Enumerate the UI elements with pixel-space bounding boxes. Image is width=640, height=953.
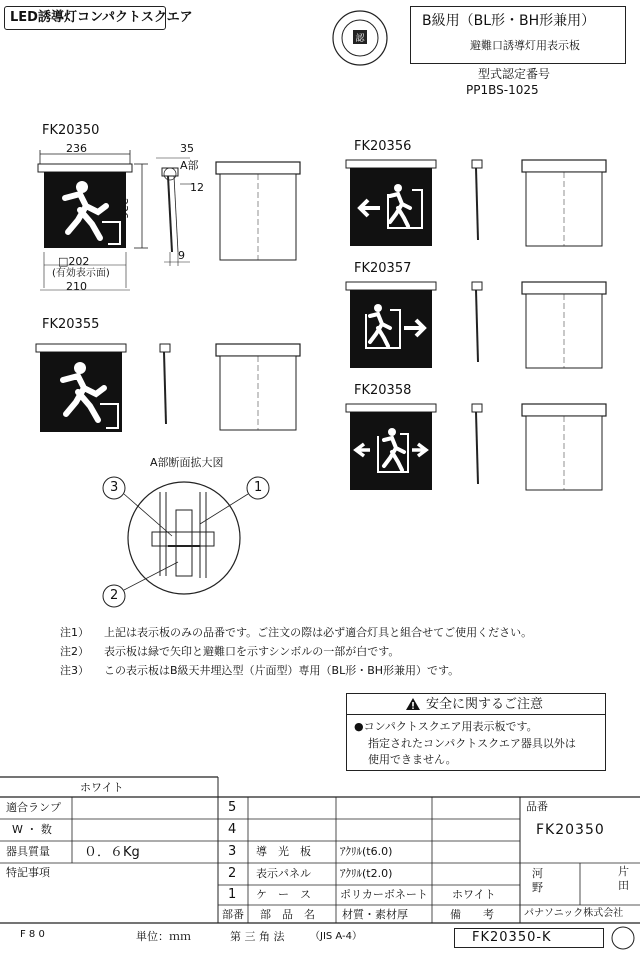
row-num-3: 3 xyxy=(228,844,237,859)
safety-line-2: 指定されたコンパクトスクエア器具以外は xyxy=(368,737,576,750)
model-label: FK20350 xyxy=(42,123,100,138)
footer-code: F 8 0 xyxy=(20,929,45,940)
warning-icon xyxy=(405,697,421,711)
side-view-fk20358 xyxy=(470,404,490,494)
note-text-3: この表示板はB級天井埋込型（片面型）専用（BL形・BH形兼用）です。 xyxy=(104,664,460,677)
row-name-3: 導 光 板 xyxy=(256,845,311,858)
note-label-1: 注1） xyxy=(60,626,89,639)
dim-9: 9 xyxy=(178,249,185,262)
badge-line2: 避難口誘導灯用表示板 xyxy=(470,39,580,52)
back-view-fk20356 xyxy=(520,160,610,250)
model-label: FK20358 xyxy=(354,383,412,398)
col-remark-header: 備 考 xyxy=(450,908,494,921)
safety-line-1: ●コンパクトスクエア用表示板です。 xyxy=(354,720,538,733)
back-view-fk20350 xyxy=(214,158,304,268)
sign-2: 野 xyxy=(532,881,543,894)
lamp-label: 適合ランプ xyxy=(6,801,61,814)
badge-line1: B級用（BL形・BH形兼用） xyxy=(422,13,596,29)
watt-label: W ・ 数 xyxy=(12,823,52,836)
safety-title: 安全に関するご注意 xyxy=(426,697,544,712)
model-label: FK20355 xyxy=(42,317,100,332)
front-view-fk20356 xyxy=(346,160,446,260)
detail-title: A部断面拡大図 xyxy=(150,456,224,469)
row-remark-1: ホワイト xyxy=(452,888,496,901)
callout-3: 3 xyxy=(110,480,119,495)
front-view-fk20358 xyxy=(346,404,446,504)
footer-unit: 単位：ｍｍ xyxy=(136,930,191,943)
row-num-5: 5 xyxy=(228,800,237,815)
special-label: 特記事項 xyxy=(6,866,50,879)
weight-label: 器具質量 xyxy=(6,845,50,858)
part-no-value: FK20350 xyxy=(536,822,605,838)
side-view-fk20357 xyxy=(470,282,490,372)
back-view-fk20358 xyxy=(520,404,610,494)
row-material-2: ｱｸﾘﾙ(t2.0) xyxy=(340,867,393,880)
cert-number: PP1BS-1025 xyxy=(466,83,539,97)
note-label-2: 注2） xyxy=(60,645,89,658)
note-label-3: 注3） xyxy=(60,664,89,677)
part-a-label: A部 xyxy=(180,159,199,172)
callout-1: 1 xyxy=(254,480,263,495)
side-view-fk20356 xyxy=(470,160,490,250)
row-num-2: 2 xyxy=(228,866,237,881)
revision-circle-icon xyxy=(611,926,635,950)
detail-a-section xyxy=(96,466,296,616)
back-view-fk20355 xyxy=(214,344,304,434)
col-num-header: 部番 xyxy=(222,908,244,921)
col-name-header: 部 品 名 xyxy=(260,908,315,921)
company-name: パナソニック株式会社 xyxy=(524,908,624,919)
sign-1: 河 xyxy=(532,867,543,880)
row-num-4: 4 xyxy=(228,822,237,837)
front-view-fk20357 xyxy=(346,282,446,382)
col-material-header: 材質・素材厚 xyxy=(342,908,408,921)
svg-text:認: 認 xyxy=(355,34,365,44)
row-num-1: 1 xyxy=(228,887,237,902)
color-label: ホワイト xyxy=(80,781,124,794)
dim-width: 236 xyxy=(66,142,87,155)
front-view-fk20350 xyxy=(30,140,160,300)
row-name-2: 表示パネル xyxy=(256,867,311,880)
row-material-3: ｱｸﾘﾙ(t6.0) xyxy=(340,845,393,858)
page-title: LED誘導灯コンパクトスクエア xyxy=(10,10,193,25)
dim-inner-note: (有効表示面) xyxy=(52,268,110,279)
footer-paper: （JIS A-4） xyxy=(310,931,363,942)
footer-projection: 第 三 角 法 xyxy=(230,930,285,943)
safety-line-3: 使用できません。 xyxy=(368,753,457,766)
side-view-fk20350 xyxy=(150,148,210,278)
row-material-1: ポリカーボネート xyxy=(340,888,428,901)
doc-number: FK20350-K xyxy=(472,930,552,945)
model-label: FK20357 xyxy=(354,261,412,276)
row-name-1: ケ ー ス xyxy=(256,888,311,901)
side-view-fk20355 xyxy=(158,344,178,434)
note-text-1: 上記は表示板のみの品番です。ご注文の際は必ず適合灯具と組合せてご使用ください。 xyxy=(104,626,533,639)
model-label: FK20356 xyxy=(354,139,412,154)
note-text-2: 表示板は緑で矢印と避難口を示すシンボルの一部が白です。 xyxy=(104,645,400,658)
certification-seal-icon xyxy=(330,8,390,68)
cert-label: 型式認定番号 xyxy=(478,67,551,81)
dim-12: 12 xyxy=(190,181,204,194)
front-view-fk20355 xyxy=(36,344,136,444)
weight-value: ０．６Kg xyxy=(84,845,140,860)
back-view-fk20357 xyxy=(520,282,610,372)
dim-35: 35 xyxy=(180,142,194,155)
callout-2: 2 xyxy=(110,588,119,603)
sign-3: 片 xyxy=(618,865,629,878)
part-no-label: 品番 xyxy=(526,800,548,813)
safety-title-divider xyxy=(347,714,605,715)
dim-210: 210 xyxy=(66,280,87,293)
sign-4: 田 xyxy=(618,879,629,892)
dim-inner: □202 xyxy=(58,255,90,268)
